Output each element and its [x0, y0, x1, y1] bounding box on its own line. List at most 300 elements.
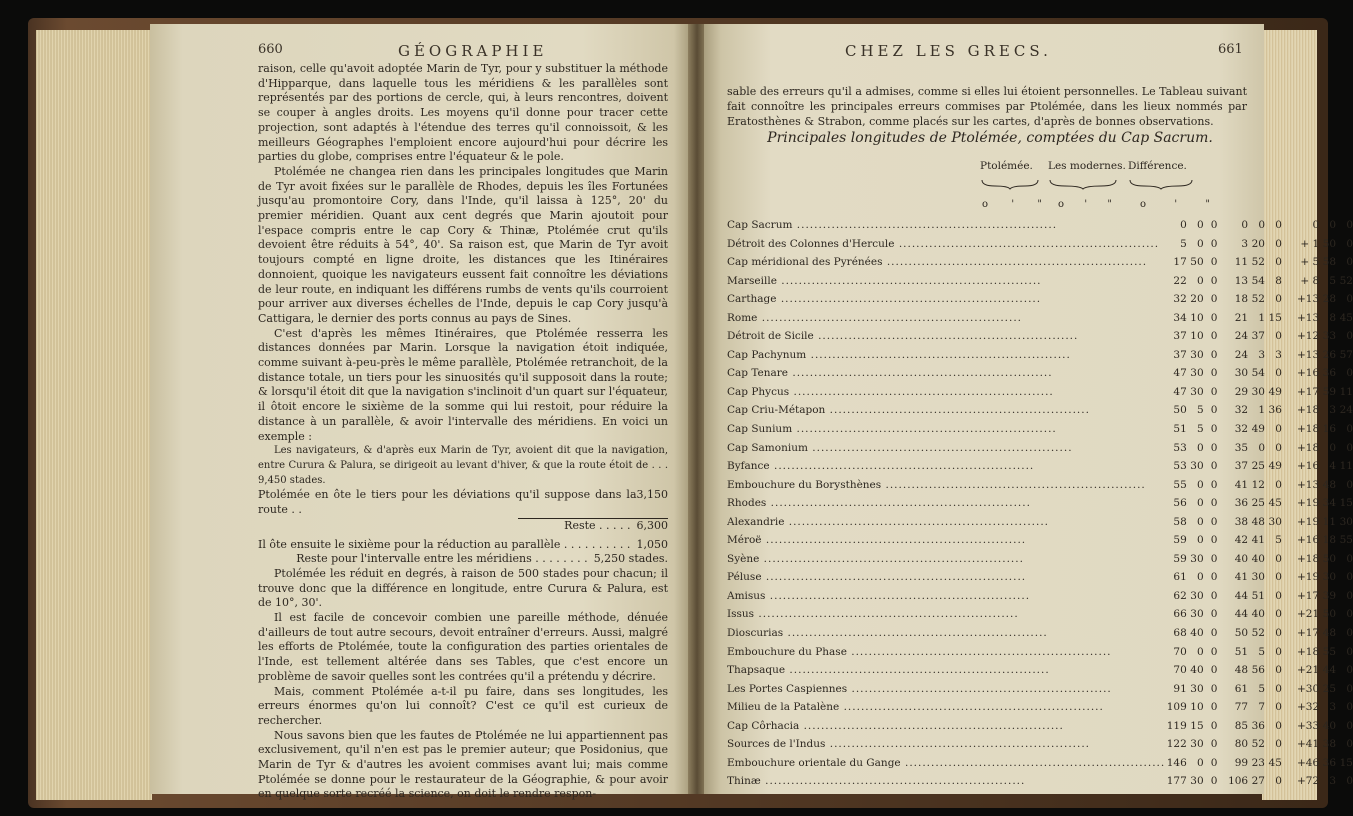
place-name: Péluse [727, 571, 762, 584]
leader-dots: ............................................................ [839, 701, 1104, 714]
value-cell: +18 [1296, 552, 1320, 565]
value-cell: 30 [1190, 589, 1204, 602]
leader-dots: ............................................................ [785, 664, 1050, 677]
value-cell: 0 [1210, 775, 1218, 788]
value-cell: 25 [1322, 682, 1337, 695]
value-cell: +18 [1296, 423, 1320, 436]
value-cell: 0 [1346, 589, 1353, 602]
value-cell: 0 [1196, 219, 1204, 231]
left-running-header: GÉOGRAPHIE [398, 42, 548, 60]
place-cell [727, 364, 1165, 383]
value-cell: 0 [1346, 645, 1353, 658]
table-title: Principales longitudes de Ptolémée, comptées du Cap Sacrum. [767, 130, 1213, 146]
leader-dots: ............................................................ [807, 441, 1073, 454]
value-cell: 51 [1251, 589, 1265, 602]
leader-dots: ............................................................ [760, 775, 1026, 788]
leader-dots: ............................................................ [792, 219, 1058, 231]
value-cell: 122 [1166, 738, 1187, 751]
right-running-header: CHEZ LES GRECS. [845, 42, 1052, 60]
value-cell: 52 [1251, 627, 1265, 640]
value-cell: 0 [1241, 219, 1249, 231]
value-cell: 30 [1190, 367, 1204, 380]
unit-second: " [1037, 199, 1042, 210]
value-cell: 0 [1196, 534, 1204, 547]
value-cell: +17 [1296, 385, 1320, 398]
place-cell [727, 309, 1165, 328]
place-name: Cap Samonium [727, 441, 808, 454]
value-cell: 28 [1322, 293, 1337, 306]
place-cell [727, 643, 1165, 662]
value-cell: 40 [1234, 552, 1249, 565]
value-cell: 1 [1258, 404, 1265, 417]
table-row [727, 587, 1353, 606]
value-cell: 48 [1234, 664, 1249, 677]
value-cell: 44 [1234, 589, 1249, 602]
value-cell: 3 [1329, 701, 1337, 714]
value-cell: +72 [1296, 775, 1320, 788]
table-row [727, 346, 1353, 365]
place-cell [727, 290, 1165, 309]
table-row [727, 550, 1353, 569]
value-cell: 3 [1258, 348, 1265, 361]
value-cell: 0 [1196, 497, 1204, 510]
value-cell: + 5 [1300, 256, 1320, 269]
value-cell: 50 [1322, 608, 1337, 621]
value-cell: 0 [1275, 441, 1282, 454]
value-cell: 0 [1210, 423, 1218, 436]
value-cell: 21 [1234, 311, 1249, 324]
place-name: Cap méridional des Pyrénées [727, 256, 883, 269]
value-cell: 36 [1251, 719, 1265, 732]
leader-dots: ............................................................ [792, 423, 1057, 436]
value-cell: 47 [1173, 367, 1187, 380]
value-cell: +19 [1296, 515, 1320, 528]
value-cell: 58 [1322, 256, 1337, 269]
value-cell: 0 [1275, 775, 1282, 788]
place-name: Byfance [727, 460, 770, 473]
leader-dots: ............................................................ [776, 293, 1042, 306]
place-cell [727, 568, 1165, 587]
value-cell: 40 [1251, 608, 1265, 621]
place-name: Syène [727, 552, 760, 565]
place-name: Embouchure du Borysthènes [727, 478, 882, 491]
brace-ptolemee [980, 178, 1040, 190]
value-cell: 22 [1173, 274, 1187, 287]
value-cell: 91 [1173, 682, 1187, 695]
paragraph: sable des erreurs qu'il a admises, comme si elles lui étoient personnelles. Le Tableau suivant fait connoître les principales erreurs commises par Ptolémée, dans les lieux nommés par Eratosthènes & Strabon, comme placés sur les cartes, d'après de bonnes observations. [727, 85, 1247, 128]
value-cell: 56 [1251, 664, 1265, 677]
place-cell [727, 772, 1165, 791]
place-cell [727, 698, 1165, 717]
value-cell: 0 [1275, 219, 1282, 231]
value-cell: 0 [1329, 441, 1337, 454]
value-cell: 30 [1322, 571, 1337, 584]
value-cell: 0 [1275, 738, 1282, 751]
value-cell: +13 [1296, 311, 1320, 324]
left-page-text [258, 62, 668, 802]
place-name: Rome [727, 311, 758, 324]
paragraph: Ptolémée ne changea rien dans les principales longitudes que Marin de Tyr avoit fixées sur le parallèle de Rhodes, depuis les îles Fortunées jusqu'au promontoire Cory, dans l'Inde, qu'il laissa à 125°, 20' du premier méridien. Quant aux cent degrés que Marin ajoutoit pour l'espace compris entre le cap Cory & Thinæ, Ptolémée crut qu'ils devoient être réduits à 54°, 40'. Sa raison est, que Marin de Tyr avoit toujours compté en ligne droite, les distances que les Itinéraires donnoient, quoique les navigateurs eussent fait connoître les déviations de leur route, en indiquant les différens rumbs de vents qu'ils courroient pour arriver aux diverses échelles de l'Inde, depuis le cap Cory jusqu'à Cattigara, le dernier des ports connus au pays de Sines. [258, 164, 668, 325]
value-cell: + 1 [1300, 237, 1320, 250]
value-cell: +17 [1296, 627, 1320, 640]
leader-dots: ............................................................ [806, 348, 1071, 361]
value-cell: +16 [1296, 460, 1320, 473]
value-cell: 0 [1210, 589, 1218, 602]
value-cell: 0 [1210, 682, 1218, 695]
value-cell: 0 [1346, 719, 1353, 732]
value-cell: 0 [1210, 460, 1218, 473]
value-cell: 177 [1166, 775, 1187, 788]
value-cell: 36 [1322, 756, 1337, 769]
value-cell: 0 [1275, 682, 1282, 695]
leader-dots: ............................................................ [846, 645, 1112, 658]
unit-minute: ' [1011, 199, 1015, 210]
longitude-table [727, 216, 1353, 791]
value-cell: 0 [1210, 701, 1218, 714]
value-cell: 38 [1234, 515, 1249, 528]
value-cell: 30 [1234, 367, 1249, 380]
value-cell: +32 [1296, 701, 1320, 714]
paragraph: C'est d'après les mêmes Itinéraires, que Ptolémée resserra les distances données par Marin. Lorsque la navigation étoit indiquée, comme suivant à-peu-près le même parallèle, Ptolémée retranchoit, de la distance totale, un tiers pour les sinuosités qu'il supposoit dans la route; & lorsqu'il étoit dit que la navigation s'inclinoit d'un quart sur l'équateur, il ôtoit encore le sixième de la somme qui lui restoit, pour réduire la distance à un parallèle, & avoir l'intervalle des méridiens. En voici un exemple : [258, 326, 668, 443]
value-cell: 44 [1234, 608, 1249, 621]
value-cell: 0 [1275, 423, 1282, 436]
calc-label: Ptolémée en ôte le tiers pour les déviations qu'il suppose dans la route . . [258, 488, 637, 517]
leader-dots: ............................................................ [900, 756, 1166, 769]
value-cell: +12 [1296, 330, 1320, 343]
value-cell: 0 [1312, 219, 1320, 231]
value-cell: 0 [1346, 256, 1353, 269]
value-cell: 49 [1268, 460, 1282, 473]
value-cell: 3 [1329, 775, 1337, 788]
leader-dots: ............................................................ [776, 274, 1042, 287]
value-cell: 40 [1251, 552, 1265, 565]
place-cell [727, 457, 1165, 476]
value-cell: 66 [1173, 608, 1187, 621]
place-cell [727, 216, 1165, 235]
value-cell: 15 [1339, 756, 1353, 769]
paragraph: Mais, comment Ptolémée a-t-il pu faire, dans ses longitudes, les erreurs énormes qu'on lui connoît? C'est ce qu'il est curieux de rechercher. [258, 684, 668, 727]
value-cell: 41 [1234, 478, 1249, 491]
value-cell: 41 [1251, 534, 1265, 547]
value-cell: 30 [1190, 608, 1204, 621]
value-cell: 0 [1210, 367, 1218, 380]
value-cell: 48 [1322, 627, 1337, 640]
value-cell: 40 [1190, 664, 1204, 677]
value-cell: 0 [1275, 701, 1282, 714]
value-cell: 1 [1258, 311, 1265, 324]
unit-second: " [1107, 199, 1112, 210]
table-row [727, 327, 1353, 346]
value-cell: 53 [1173, 460, 1187, 473]
leader-dots: ............................................................ [813, 330, 1079, 343]
place-cell [727, 272, 1165, 291]
value-cell: 119 [1166, 719, 1187, 732]
value-cell: +21 [1296, 608, 1320, 621]
value-cell: 24 [1339, 404, 1353, 417]
leader-dots: ............................................................ [765, 589, 1031, 602]
place-cell [727, 439, 1165, 458]
value-cell: 36 [1234, 497, 1249, 510]
value-cell: 48 [1251, 515, 1265, 528]
value-cell: 41 [1234, 571, 1249, 584]
place-name: Alexandrie [727, 515, 785, 528]
value-cell: 0 [1346, 219, 1353, 231]
value-cell: 50 [1322, 237, 1337, 250]
value-cell: 10 [1190, 330, 1204, 343]
value-cell: + 8 [1300, 274, 1320, 287]
value-cell: 77 [1234, 701, 1249, 714]
leader-dots: ............................................................ [799, 719, 1064, 732]
place-name: Détroit des Colonnes d'Hercule [727, 237, 895, 250]
place-name: Dioscurias [727, 627, 784, 640]
leader-dots: ............................................................ [757, 311, 1023, 324]
column-header-difference: Différence. [1128, 160, 1187, 172]
place-cell [727, 754, 1165, 773]
value-cell: 52 [1251, 256, 1265, 269]
place-cell [727, 717, 1165, 736]
value-cell: +17 [1296, 589, 1320, 602]
units-modernes [1058, 199, 1112, 210]
value-cell: 51 [1234, 645, 1249, 658]
value-cell: 0 [1210, 552, 1218, 565]
value-cell: 0 [1210, 237, 1218, 250]
value-cell: 0 [1275, 367, 1282, 380]
value-cell: 80 [1234, 738, 1249, 751]
place-name: Détroit de Sicile [727, 330, 814, 343]
value-cell: 0 [1346, 293, 1353, 306]
value-cell: 0 [1258, 219, 1265, 231]
value-cell: 0 [1210, 256, 1218, 269]
value-cell: 0 [1210, 664, 1218, 677]
reste-label: Reste . . . . . [564, 518, 631, 532]
value-cell: 0 [1346, 664, 1353, 677]
value-cell: 0 [1210, 608, 1218, 621]
value-cell: 0 [1346, 775, 1353, 788]
table-row [727, 643, 1353, 662]
value-cell: 70 [1173, 664, 1187, 677]
value-cell: 29 [1234, 385, 1249, 398]
place-name: Cap Sunium [727, 423, 793, 436]
place-name: Milieu de la Patalène [727, 701, 840, 714]
value-cell: 55 [1173, 478, 1187, 491]
value-cell: 0 [1275, 627, 1282, 640]
value-cell: 0 [1210, 219, 1218, 231]
value-cell: 5 [1196, 404, 1204, 417]
leader-dots: ............................................................ [894, 237, 1160, 250]
leader-dots: ............................................................ [882, 256, 1148, 269]
value-cell: 0 [1346, 237, 1353, 250]
value-cell: 59 [1173, 552, 1187, 565]
place-name: Rhodes [727, 497, 767, 510]
value-cell: 47 [1173, 385, 1187, 398]
value-cell: 55 [1339, 534, 1353, 547]
calc-value: 1,050 [636, 537, 668, 551]
leader-dots: ............................................................ [788, 367, 1053, 380]
value-cell: 5 [1329, 274, 1337, 287]
place-cell [727, 235, 1165, 254]
value-cell: 0 [1196, 515, 1204, 528]
brace-difference [1128, 178, 1194, 190]
value-cell: 70 [1173, 645, 1187, 658]
value-cell: 15 [1268, 311, 1282, 324]
value-cell: 52 [1339, 274, 1353, 287]
value-cell: 0 [1275, 237, 1282, 250]
table-row [727, 253, 1353, 272]
paragraph: Il est facile de concevoir combien une pareille méthode, dénuée d'ailleurs de tout autre secours, devoit entraîner d'erreurs. Aussi, malgré les efforts de Ptolémée, toute la configuration des parties orientales de l'Inde, est tellement altérée dans ses Tables, que c'est encore un problème de savoir quelles sont les contrées qu'il a prétendu y décrire. [258, 611, 668, 683]
value-cell: 37 [1173, 348, 1187, 361]
column-header-ptolemee: Ptolémée. [980, 160, 1033, 172]
column-header-modernes: Les modernes. [1048, 160, 1126, 172]
value-cell: 0 [1275, 293, 1282, 306]
value-cell: 0 [1210, 293, 1218, 306]
value-cell: 5 [1258, 645, 1265, 658]
table-row [727, 290, 1353, 309]
unit-second: " [1205, 199, 1210, 210]
value-cell: 50 [1234, 627, 1249, 640]
leader-dots: ............................................................ [769, 460, 1035, 473]
unit-degree: o [1058, 199, 1065, 210]
place-name: Cap Sacrum [727, 219, 793, 231]
value-cell: 0 [1210, 756, 1218, 769]
place-name: Les Portes Caspiennes [727, 682, 848, 695]
example-text: Les navigateurs, & d'après eux Marin de Tyr, avoient dit que la navigation, entre Curura & Palura, se dirigeoit au levant d'hiver, & que la route étoit de . . . 9,450 stades. [258, 445, 668, 486]
paragraph: raison, celle qu'avoit adoptée Marin de Tyr, pour y substituer la méthode d'Hipparque, dans laquelle tous les méridiens & les parallèles sont représentés par des portions de cercle, qui, à leurs rencontres, doivent se couper à angles droits. Les moyens qu'il donne pour tracer cette projection, sont adaptés à l'étendue des terres qu'il connoissoit, & les meilleurs Géographes l'emploient encore aujourd'hui pour décrire les parties du globe, comprises entre l'équateur & le pole. [258, 62, 668, 164]
value-cell: 24 [1234, 330, 1249, 343]
value-cell: 45 [1268, 756, 1282, 769]
value-cell: 16 [1322, 423, 1337, 436]
value-cell: 48 [1322, 478, 1337, 491]
calc-row-2 [258, 538, 668, 553]
value-cell: 11 [1339, 460, 1353, 473]
value-cell: 10 [1190, 311, 1204, 324]
reste-value: 5,250 stades. [593, 552, 668, 566]
place-cell [727, 550, 1165, 569]
value-cell: 0 [1210, 497, 1218, 510]
place-cell [727, 327, 1165, 346]
leader-dots: ............................................................ [847, 682, 1112, 695]
leader-dots: ............................................................ [766, 497, 1031, 510]
place-cell [727, 346, 1165, 365]
value-cell: 32 [1234, 423, 1249, 436]
place-cell [727, 661, 1165, 680]
calc-value: 3,150 [636, 488, 668, 502]
place-name: Amisus [727, 589, 766, 602]
value-cell: 30 [1190, 348, 1204, 361]
value-cell: 7 [1258, 701, 1265, 714]
value-cell: 5 [1258, 682, 1265, 695]
units-difference [1140, 199, 1210, 210]
place-name: Sources de l'Indus [727, 738, 826, 751]
value-cell: 0 [1210, 404, 1218, 417]
leader-dots: ............................................................ [759, 552, 1024, 565]
table-row [727, 605, 1353, 624]
value-cell: 53 [1173, 441, 1187, 454]
right-page-number: 661 [1218, 42, 1243, 57]
value-cell: 45 [1268, 497, 1282, 510]
value-cell: 26 [1322, 348, 1337, 361]
value-cell: 52 [1251, 738, 1265, 751]
value-cell: 44 [1322, 664, 1337, 677]
table-row [727, 735, 1353, 754]
value-cell: 0 [1196, 237, 1204, 250]
calc-label: Il ôte ensuite le sixième pour la réduction au parallèle . . . . . . . . . . [258, 537, 631, 551]
value-cell: 0 [1210, 719, 1218, 732]
place-name: Marseille [727, 274, 777, 287]
table-row [727, 383, 1353, 402]
value-cell: 0 [1275, 589, 1282, 602]
table-row [727, 364, 1353, 383]
leader-dots: ............................................................ [784, 515, 1050, 528]
leader-dots: ............................................................ [754, 608, 1019, 621]
value-cell: 0 [1275, 608, 1282, 621]
value-cell: 34 [1322, 497, 1337, 510]
value-cell: 0 [1275, 571, 1282, 584]
value-cell: 5 [1196, 423, 1204, 436]
value-cell: 0 [1346, 627, 1353, 640]
table-row [727, 531, 1353, 550]
table-row [727, 401, 1353, 420]
value-cell: 106 [1228, 775, 1249, 788]
value-cell: 15 [1339, 497, 1353, 510]
table-row [727, 439, 1353, 458]
value-cell: 36 [1322, 367, 1337, 380]
table-row [727, 754, 1353, 773]
place-cell [727, 476, 1165, 495]
value-cell: 34 [1173, 311, 1187, 324]
value-cell: 42 [1234, 534, 1249, 547]
value-cell: 58 [1173, 515, 1187, 528]
value-cell: 0 [1210, 274, 1218, 287]
value-cell: 0 [1275, 552, 1282, 565]
value-cell: 61 [1173, 571, 1187, 584]
place-name: Cap Côrhacia [727, 719, 800, 732]
place-name: Embouchure du Phase [727, 645, 847, 658]
value-cell: 30 [1251, 385, 1265, 398]
value-cell: 35 [1234, 441, 1249, 454]
value-cell: 0 [1346, 608, 1353, 621]
value-cell: 13 [1234, 274, 1249, 287]
leader-dots: ............................................................ [825, 738, 1091, 751]
brace-modernes [1048, 178, 1118, 190]
value-cell: 0 [1275, 478, 1282, 491]
table-row [727, 772, 1353, 791]
value-cell: 0 [1196, 274, 1204, 287]
value-cell: +41 [1296, 738, 1320, 751]
table-row [727, 698, 1353, 717]
value-cell: 8 [1275, 274, 1282, 287]
value-cell: +30 [1296, 682, 1320, 695]
value-cell: 0 [1210, 348, 1218, 361]
value-cell: 17 [1173, 256, 1187, 269]
value-cell: 30 [1190, 460, 1204, 473]
value-cell: 0 [1329, 219, 1337, 231]
value-cell: 18 [1322, 534, 1337, 547]
value-cell: 3 [1275, 348, 1282, 361]
value-cell: 0 [1346, 552, 1353, 565]
table-row [727, 457, 1353, 476]
value-cell: 68 [1173, 627, 1187, 640]
leader-dots: ............................................................ [789, 385, 1054, 398]
value-cell: 15 [1190, 719, 1204, 732]
place-cell [727, 383, 1165, 402]
value-cell: 37 [1234, 460, 1249, 473]
leader-dots: ............................................................ [761, 534, 1027, 547]
value-cell: 27 [1251, 775, 1265, 788]
value-cell: 36 [1268, 404, 1282, 417]
table-row [727, 420, 1353, 439]
table-row [727, 476, 1353, 495]
value-cell: 25 [1251, 497, 1265, 510]
